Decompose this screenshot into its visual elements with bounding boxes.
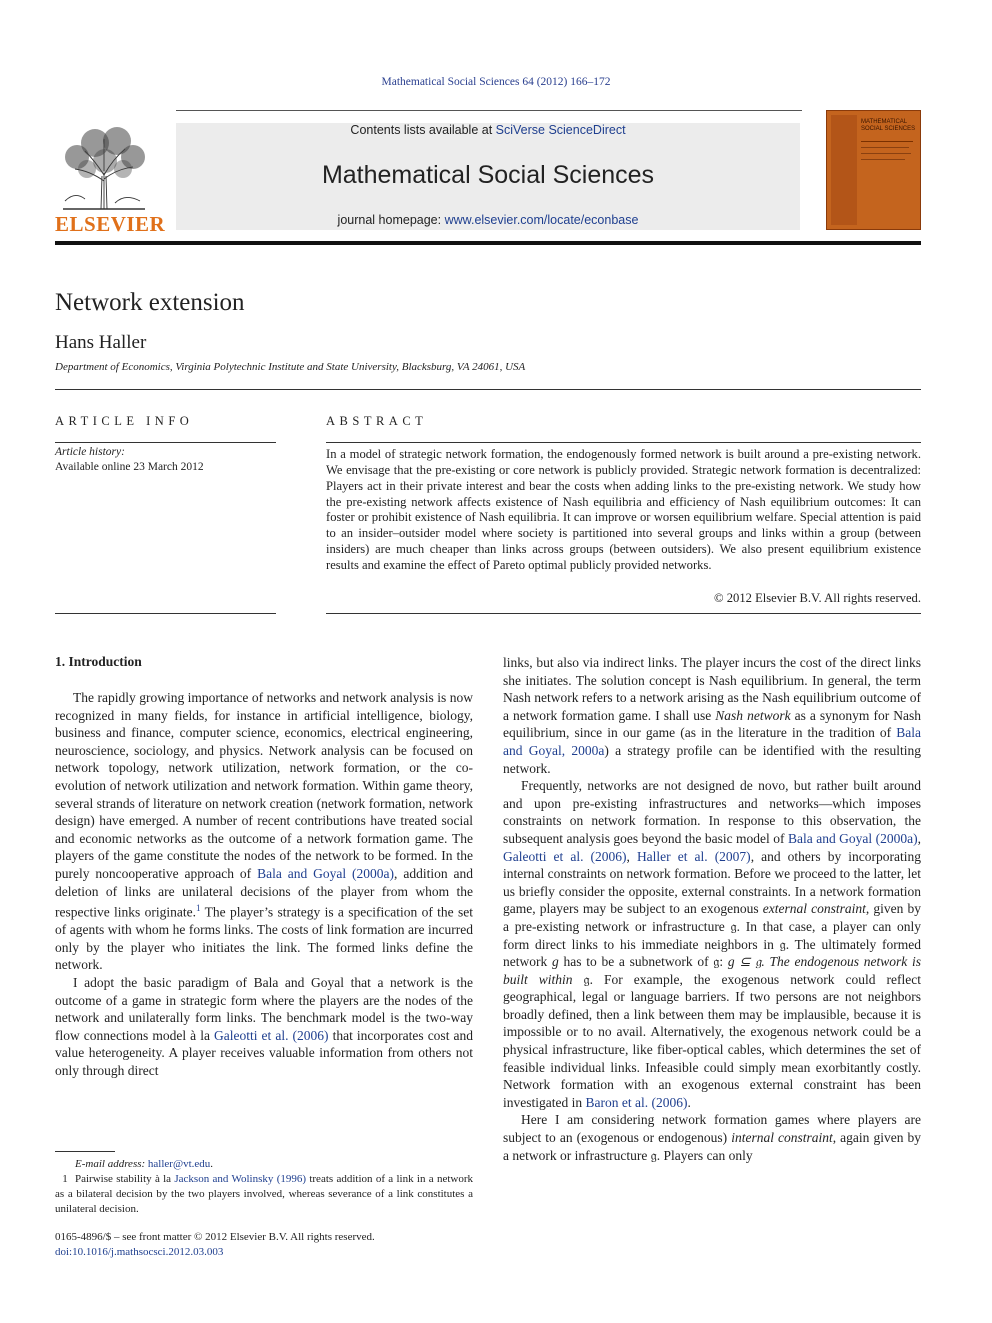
sciverse-link[interactable]: SciVerse ScienceDirect — [495, 123, 626, 137]
front-matter — [55, 1230, 375, 1260]
homepage-link[interactable]: www.elsevier.com/locate/econbase — [444, 213, 639, 227]
text-run: as a synonym for Nash equilibrium, since in our game (as in the literature in the tradition of — [503, 707, 921, 741]
contents-line — [176, 123, 800, 137]
text-run: . — [687, 1094, 691, 1110]
text-run: The rapidly growing importance of networks and network analysis is now recognized in many fields, for instance in artificial intelligence, biology, business and finance, computer science, economics, electrical engineering, neuroscience, sociology, and physics. Network analysis can be focused on network topology, network utilization, network formation, or the co-evolution of network utilization and network formation. Within game theory, several strands of literature on network creation (network formation, network design) have emerged. A number of recent contributions have treated social and economic networks as the outcome of a network formation game. The players of the game constitute the nodes of the network to be formed. In the purely noncooperative approach of — [55, 690, 473, 881]
text-run: Frequently, networks are not designed de novo, but rather built around and upon pre-existing infrastructures and networks—which imposes constraints on network formation. In response to this observation, the subsequent analysis goes beyond the basic model of — [503, 778, 921, 846]
contents-prefix: Contents lists available at — [350, 123, 496, 137]
article-author: Hans Haller — [55, 332, 147, 353]
cover-line — [861, 141, 913, 142]
cover-title: MATHEMATICAL SOCIAL SCIENCES — [861, 119, 916, 132]
email-footnote — [55, 1157, 473, 1172]
homepage-prefix: journal homepage: — [337, 213, 445, 227]
cover-sidebar — [831, 115, 857, 225]
homepage-line — [176, 213, 800, 227]
paragraph — [503, 777, 921, 1111]
top-rule — [176, 110, 802, 111]
citation-link[interactable]: Haller et al. (2007) — [636, 848, 751, 864]
footnote-number: 1 — [62, 1173, 68, 1185]
text-run: , — [917, 830, 921, 846]
text-run: 𝔤. For example, the exogenous network could reflect geographical, legal or language barriers. If two persons are not neighbors broadly defined, then a link between them may be implausible, because it is impossible or to no avail. Alternatively, the exogenous network could be a physical infrastructure, like fiber-optical cables, which determines the set of feasible individual links. Infeasible could simply mean exorbitantly costly. Network formation with an exogenous external constraint has been investigated in — [503, 971, 921, 1110]
elsevier-tree-logo-icon — [55, 121, 153, 211]
paragraph — [503, 654, 921, 777]
abstract-rule — [326, 442, 921, 443]
journal-title: Mathematical Social Sciences — [321, 161, 655, 189]
article-title: Network extension — [55, 289, 245, 316]
abstract-text: In a model of strategic network formation, the endogenously formed network is built around a pre-existing network. We envisage that the pre-existing or core network is publicly provided. Strategic network formation is decentralized: Players act in their private interest and bear the costs when adding links to the pre-existing network. We study how the pre-existing network affects existence of Nash equilibria and efficiency of Nash equilibrium outcomes: It can foster or prohibit existence of Nash equilibria. It can improve or worsen equilibrium welfare. Special attention is paid to an insider–outsider model where society is partitioned into several groups and links within a group (between insiders) are much cheaper than links across groups (between outsiders). We also present equilibrium existence results and examine the effect of Pareto optimal publicly provided networks. — [326, 447, 921, 572]
issn-line: 0165-4896/$ – see front matter © 2012 Elsevier B.V. All rights reserved. — [55, 1231, 375, 1243]
citation-line[interactable]: Mathematical Social Sciences 64 (2012) 166–172 — [381, 76, 611, 88]
citation-link[interactable]: Baron et al. (2006) — [585, 1094, 688, 1110]
text-run: that incorporates cost and value heterogeneity. A player receives valuable information from others not only through direct — [55, 1027, 473, 1078]
citation-link[interactable]: Galeotti et al. (2006) — [214, 1027, 329, 1043]
cover-line — [861, 159, 905, 160]
paragraph — [55, 689, 473, 974]
citation-link[interactable]: Jackson and Wolinsky (1996) — [174, 1173, 307, 1185]
text-run: . — [210, 1158, 214, 1170]
text-run: Here I am considering network formation games where players are subject to an (exogenous or endogenous) — [503, 1112, 921, 1146]
footnote-1 — [55, 1172, 473, 1217]
text-run: g — [551, 954, 559, 970]
citation-link[interactable]: Bala and Goyal, 2000a — [503, 725, 921, 758]
text-run: internal constraint — [731, 1130, 833, 1146]
text-run: , and others by incorporating internal constraints on network formation. Before we proceed to the latter, let us briefly consider the opposite, external constraints. In a network formation game, players may be subject to an exogenous — [503, 848, 921, 917]
left-column — [55, 689, 473, 1080]
abstract-copyright: © 2012 Elsevier B.V. All rights reserved. — [714, 591, 921, 605]
journal-header — [176, 123, 800, 230]
text-run: ) a strategy profile can be identified with the resulting network. — [503, 742, 921, 776]
footnote-ref[interactable]: 1 — [196, 903, 201, 914]
footnotes — [55, 1157, 473, 1217]
right-column — [503, 654, 921, 1164]
header-thick-rule — [55, 241, 921, 245]
text-run: , addition and deletion of links are unilateral decisions of the player from whom the respective links originate. — [55, 865, 473, 920]
text-run: , again given by a network or infrastructure 𝔤. Players can only — [503, 1130, 921, 1163]
cover-line — [861, 147, 909, 148]
text-run: links, but also via indirect links. The player incurs the cost of the direct links she initiates. The solution concept is Nash equilibrium. In general, the term Nash network refers to a network arising as the Nash equilibrium outcome of a network formation game. I shall use — [503, 655, 921, 723]
text-run: g ⊆ 𝔤. The endogenous network is built within — [503, 954, 921, 987]
abstract-heading: ABSTRACT — [326, 414, 428, 428]
author-affiliation: Department of Economics, Virginia Polytechnic Institute and State University, Blacksburg, VA 24061, USA — [55, 361, 526, 373]
article-info-bottom-rule — [55, 613, 276, 614]
article-history-value: Available online 23 March 2012 — [55, 461, 204, 473]
text-run: Nash network — [715, 707, 791, 723]
elsevier-logo-text: ELSEVIER — [55, 212, 166, 236]
text-run: , — [626, 848, 637, 864]
email-label: E-mail address: — [75, 1158, 148, 1170]
paragraph — [55, 974, 473, 1080]
text-run: treats addition of a link in a network as a bilateral decision by the two players involved, whereas severance of a link constitutes a unilateral decision. — [55, 1173, 473, 1215]
citation-link[interactable]: Bala and Goyal (2000a) — [257, 865, 395, 881]
article-history-label: Article history: — [55, 446, 125, 458]
title-rule — [55, 389, 921, 390]
text-run: has to be a subnetwork of 𝔤: — [558, 954, 728, 970]
text-run: The player’s strategy is a specification of the set of agents with whom he forms links. The costs of link formation are incurred only by the player who initiates the link. The formed links define the network. — [55, 904, 473, 973]
citation-link[interactable]: Bala and Goyal (2000a) — [787, 830, 918, 846]
email-link[interactable]: haller@vt.edu — [147, 1158, 211, 1170]
text-run: , given by a pre-existing network or infrastructure 𝔤. In that case, a player can only form direct links to his immediate neighbors in 𝔤. The ultimately formed network — [503, 901, 921, 970]
text-run: Pairwise stability à la — [75, 1173, 175, 1185]
text-run: I adopt the basic paradigm of Bala and Goyal that a network is the outcome of a game in strategic form where the players are the nodes of the network and unilaterally form links. The benchmark model is the two-way flow connections model à la — [55, 975, 473, 1043]
article-info-rule — [55, 442, 276, 443]
paragraph — [503, 1111, 921, 1164]
section-heading-introduction: 1. Introduction — [55, 654, 142, 669]
article-info-heading: ARTICLE INFO — [55, 414, 194, 428]
abstract-bottom-rule — [326, 613, 921, 614]
footnote-rule — [55, 1151, 115, 1152]
text-run: external constraint — [762, 901, 866, 917]
doi-link[interactable]: doi:10.1016/j.mathsocsci.2012.03.003 — [55, 1246, 224, 1258]
journal-cover-thumbnail[interactable] — [826, 110, 921, 230]
cover-line — [861, 153, 911, 154]
citation-link[interactable]: Galeotti et al. (2006) — [503, 848, 627, 864]
